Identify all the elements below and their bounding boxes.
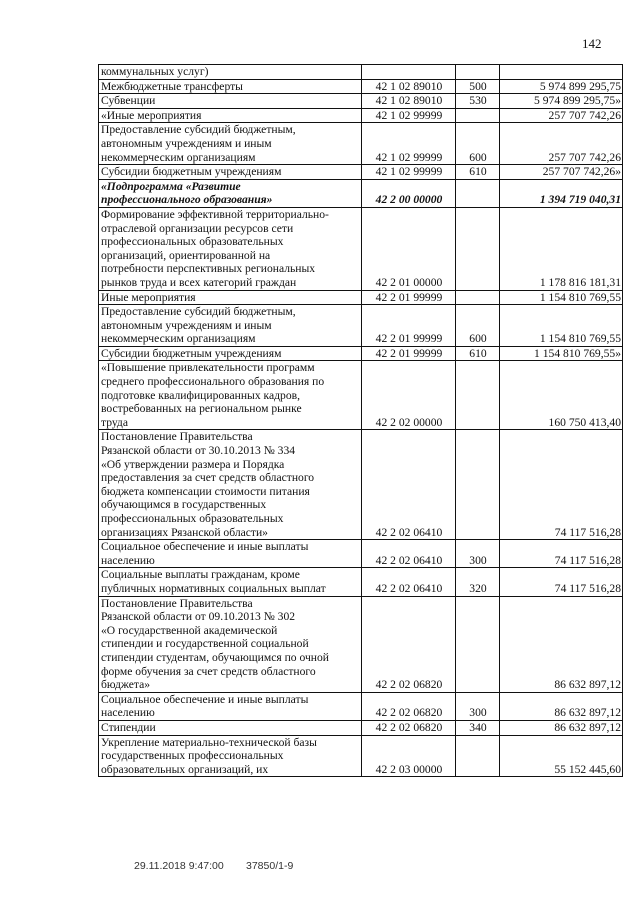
table-row [99, 361, 623, 430]
row-code-cell: 42 2 02 06410 [362, 568, 456, 596]
row-sum-cell: 1 178 816 181,31 [500, 207, 623, 290]
row-name-cell: Субсидии бюджетным учреждениям [99, 165, 362, 180]
row-code-cell: 42 2 02 06820 [362, 720, 456, 735]
row-name-cell: Субвенции [99, 94, 362, 109]
table-row [99, 94, 623, 109]
row-sum-cell: 74 117 516,28 [500, 430, 623, 540]
table-row [99, 720, 623, 735]
row-name-cell: Социальное обеспечение и иные выплаты населению [99, 692, 362, 720]
table-row [99, 123, 623, 165]
row-sum-cell: 1 154 810 769,55 [500, 290, 623, 305]
row-name-cell: Предоставление субсидий бюджетным, автономным учреждениям и иным некоммерческим организациям [99, 123, 362, 165]
row-expense-type-cell: 610 [456, 165, 500, 180]
table-row [99, 430, 623, 540]
footer-date: 29.11.2018 9:47:00 [134, 860, 224, 872]
row-name-cell: Иные мероприятия [99, 290, 362, 305]
row-name-cell: Стипендии [99, 720, 362, 735]
row-name-cell: Социальное обеспечение и иные выплаты населению [99, 540, 362, 568]
row-expense-type-cell: 500 [456, 79, 500, 94]
table-row [99, 207, 623, 290]
row-sum-cell: 1 394 719 040,31 [500, 179, 623, 207]
table-row [99, 165, 623, 180]
row-code-cell: 42 2 02 06410 [362, 430, 456, 540]
row-sum-cell: 55 152 445,60 [500, 735, 623, 777]
row-sum-cell: 257 707 742,26 [500, 123, 623, 165]
row-name-cell: «Повышение привлекательности программ среднего профессионального образования по подготовке квалифицированных кадров, востребованных на региональном рынке труда [99, 361, 362, 430]
row-name-cell: Постановление Правительства Рязанской области от 30.10.2013 № 334 «Об утверждении размера и Порядка предоставления за счет средств областного бюджета компенсации стоимости питания обучающимся в государственных профессиональных образовательных организациях Рязанской области» [99, 430, 362, 540]
row-expense-type-cell: 600 [456, 305, 500, 347]
row-expense-type-cell [456, 430, 500, 540]
row-code-cell [362, 65, 456, 80]
row-expense-type-cell: 300 [456, 540, 500, 568]
table-row [99, 735, 623, 777]
row-sum-cell: 1 154 810 769,55» [500, 346, 623, 361]
row-name-cell: Социальные выплаты гражданам, кроме публичных нормативных социальных выплат [99, 568, 362, 596]
table-row [99, 108, 623, 123]
table-row [99, 179, 623, 207]
row-expense-type-cell [456, 65, 500, 80]
row-code-cell: 42 2 03 00000 [362, 735, 456, 777]
row-name-cell: Формирование эффективной территориально- отраслевой организации ресурсов сети профессиональных образовательных организаций, ориентированной на потребности перспективных региональных рынков труда и всех категорий граждан [99, 207, 362, 290]
row-sum-cell: 74 117 516,28 [500, 568, 623, 596]
table-row [99, 290, 623, 305]
budget-table-body [99, 65, 623, 777]
row-name-cell: Укрепление материально-технической базы государственных профессиональных образовательных организаций, их [99, 735, 362, 777]
table-row [99, 540, 623, 568]
row-code-cell: 42 2 02 00000 [362, 361, 456, 430]
row-sum-cell [500, 65, 623, 80]
row-code-cell: 42 2 01 99999 [362, 346, 456, 361]
row-expense-type-cell [456, 108, 500, 123]
row-name-cell: Межбюджетные трансферты [99, 79, 362, 94]
row-expense-type-cell: 610 [456, 346, 500, 361]
row-sum-cell: 1 154 810 769,55 [500, 305, 623, 347]
row-code-cell: 42 2 01 99999 [362, 290, 456, 305]
row-sum-cell: 5 974 899 295,75 [500, 79, 623, 94]
row-sum-cell: 5 974 899 295,75» [500, 94, 623, 109]
row-name-cell: коммунальных услуг) [99, 65, 362, 80]
row-code-cell: 42 1 02 89010 [362, 94, 456, 109]
table-row [99, 568, 623, 596]
table-row [99, 346, 623, 361]
row-expense-type-cell: 340 [456, 720, 500, 735]
row-expense-type-cell: 530 [456, 94, 500, 109]
row-sum-cell: 160 750 413,40 [500, 361, 623, 430]
row-expense-type-cell [456, 361, 500, 430]
row-code-cell: 42 2 00 00000 [362, 179, 456, 207]
row-name-cell: «Иные мероприятия [99, 108, 362, 123]
row-sum-cell: 257 707 742,26 [500, 108, 623, 123]
row-expense-type-cell [456, 179, 500, 207]
row-code-cell: 42 2 01 00000 [362, 207, 456, 290]
table-row [99, 65, 623, 80]
row-sum-cell: 257 707 742,26» [500, 165, 623, 180]
row-expense-type-cell [456, 290, 500, 305]
row-code-cell: 42 2 01 99999 [362, 305, 456, 347]
row-name-cell: «Подпрограмма «Развитие профессионального образования» [99, 179, 362, 207]
row-expense-type-cell [456, 207, 500, 290]
row-code-cell: 42 1 02 89010 [362, 79, 456, 94]
row-code-cell: 42 1 02 99999 [362, 165, 456, 180]
row-code-cell: 42 1 02 99999 [362, 108, 456, 123]
row-sum-cell: 86 632 897,12 [500, 720, 623, 735]
row-sum-cell: 86 632 897,12 [500, 596, 623, 692]
row-sum-cell: 86 632 897,12 [500, 692, 623, 720]
footer-document-id: 37850/1-9 [246, 860, 294, 872]
table-row [99, 305, 623, 347]
row-expense-type-cell [456, 596, 500, 692]
row-expense-type-cell: 300 [456, 692, 500, 720]
row-code-cell: 42 2 02 06820 [362, 692, 456, 720]
table-row [99, 79, 623, 94]
row-name-cell: Постановление Правительства Рязанской области от 09.10.2013 № 302 «О государственной академической стипендии и государственной социальной стипендии студентам, обучающимся по очной форме обучения за счет средств областного бюджета» [99, 596, 362, 692]
row-sum-cell: 74 117 516,28 [500, 540, 623, 568]
row-code-cell: 42 1 02 99999 [362, 123, 456, 165]
budget-table [98, 64, 623, 777]
row-expense-type-cell: 320 [456, 568, 500, 596]
row-name-cell: Субсидии бюджетным учреждениям [99, 346, 362, 361]
page-number: 142 [582, 36, 602, 51]
row-code-cell: 42 2 02 06410 [362, 540, 456, 568]
table-row [99, 596, 623, 692]
row-name-cell: Предоставление субсидий бюджетным, автономным учреждениям и иным некоммерческим организациям [99, 305, 362, 347]
row-code-cell: 42 2 02 06820 [362, 596, 456, 692]
row-expense-type-cell: 600 [456, 123, 500, 165]
row-expense-type-cell [456, 735, 500, 777]
table-row [99, 692, 623, 720]
